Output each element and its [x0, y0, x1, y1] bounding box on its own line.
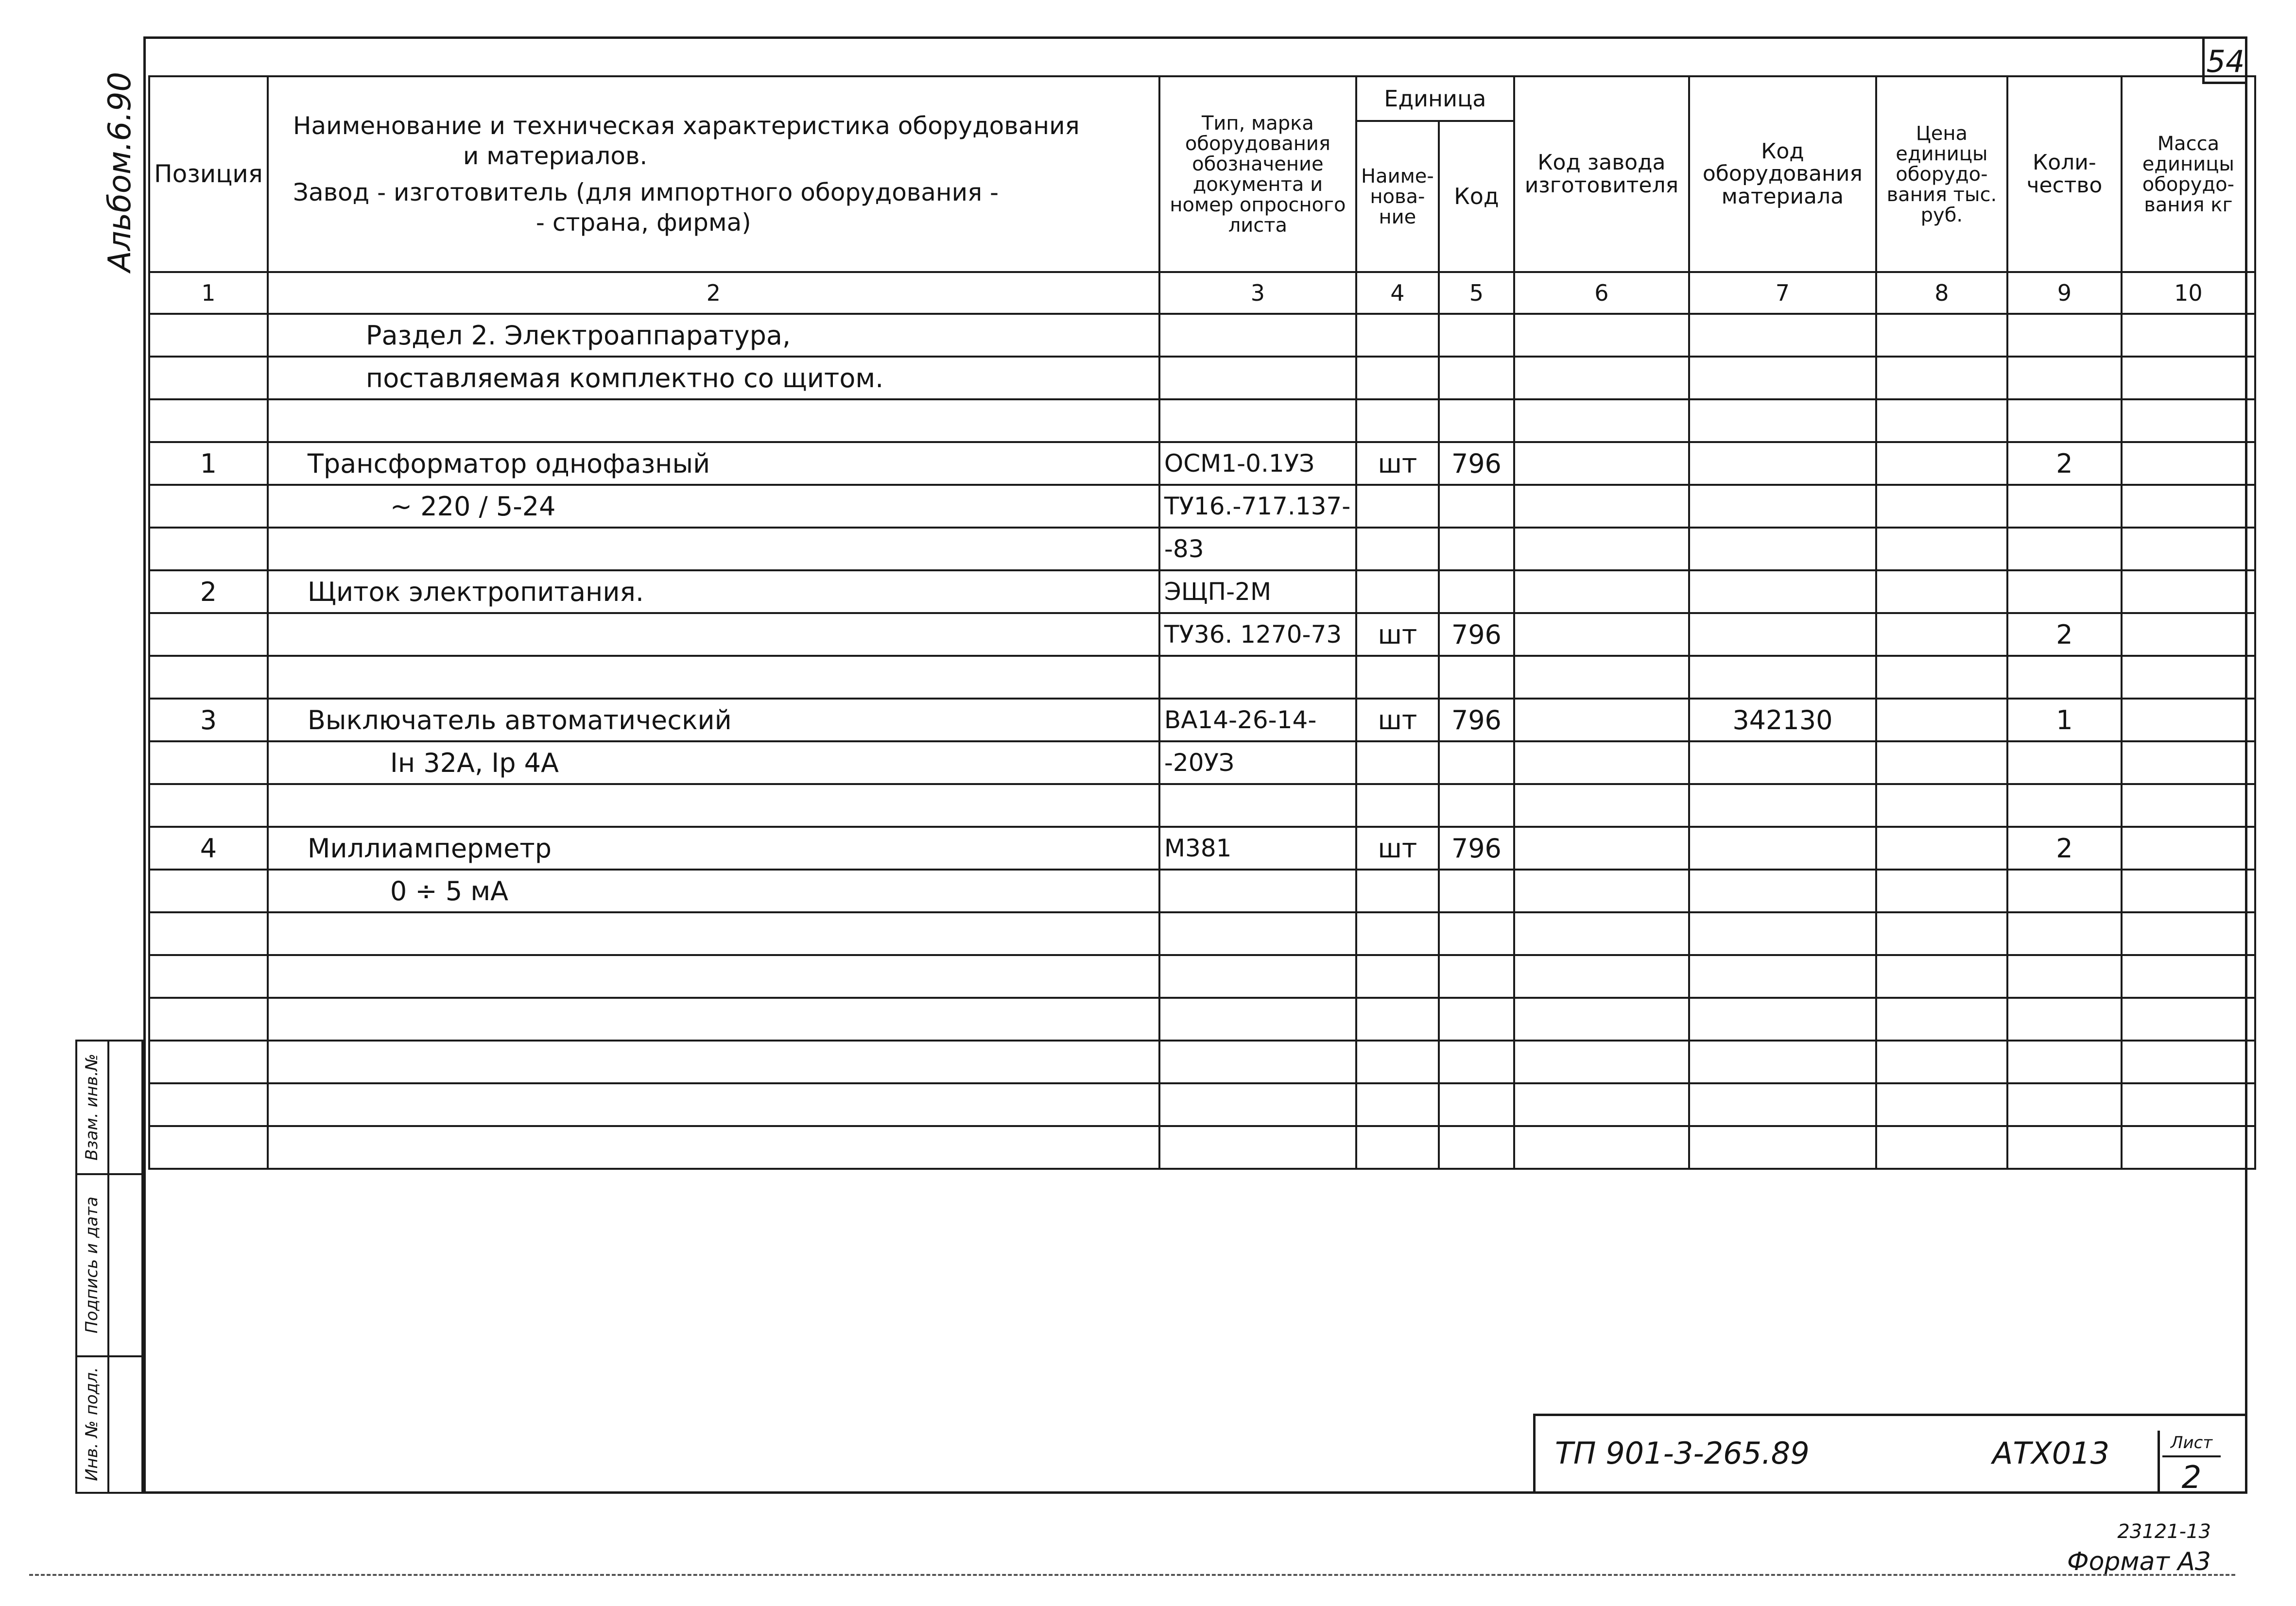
- header-name-line1: Наименование и техническая характеристика оборудования: [293, 111, 1080, 140]
- cell-position: 3: [149, 699, 268, 741]
- cell-unit-code: 796: [1439, 699, 1514, 741]
- cell-unit: [1356, 912, 1439, 955]
- cell-mark: [1159, 357, 1356, 399]
- cell-equip-code: [1689, 314, 1876, 357]
- cell-price: [1876, 1126, 2007, 1169]
- cell-unit-code: [1439, 784, 1514, 827]
- side-label-signature: Подпись и дата: [82, 1196, 102, 1333]
- table-row: [149, 741, 2255, 784]
- sheet-label: Лист: [2162, 1433, 2221, 1457]
- cell-position: [149, 955, 268, 998]
- cell-quantity: [2007, 528, 2122, 570]
- table-body: [149, 314, 2255, 1169]
- cell-price: [1876, 827, 2007, 870]
- cell-unit: [1356, 656, 1439, 699]
- cell-equip-code: [1689, 1083, 1876, 1126]
- cell-mark: -83: [1159, 528, 1356, 570]
- cell-unit-code: [1439, 998, 1514, 1041]
- cell-plant-code: [1514, 955, 1689, 998]
- cell-plant-code: [1514, 314, 1689, 357]
- cell-mass: [2122, 1041, 2255, 1083]
- side-cell-replacement: [77, 1042, 141, 1175]
- cell-mass: [2122, 314, 2255, 357]
- cell-equip-code: [1689, 1041, 1876, 1083]
- cell-unit-code: [1439, 870, 1514, 912]
- header-position: Позиция: [149, 76, 268, 272]
- table-row: [149, 1041, 2255, 1083]
- cell-mass: [2122, 485, 2255, 528]
- cell-mass: [2122, 613, 2255, 656]
- header-name-line3: Завод - изготовитель (для импортного оборудования -: [293, 178, 999, 206]
- header-unit-name: Наиме- нова- ние: [1356, 121, 1439, 272]
- cell-equip-code: [1689, 357, 1876, 399]
- cell-price: [1876, 784, 2007, 827]
- column-number: 7: [1689, 272, 1876, 314]
- cell-unit-code: 796: [1439, 442, 1514, 485]
- cell-mass: [2122, 827, 2255, 870]
- column-number: 4: [1356, 272, 1439, 314]
- cell-mass: [2122, 741, 2255, 784]
- cell-plant-code: [1514, 827, 1689, 870]
- cell-name: [268, 1083, 1159, 1126]
- side-label-replacement: Взам. инв.№: [82, 1053, 102, 1161]
- cell-unit-code: [1439, 741, 1514, 784]
- cell-quantity: [2007, 570, 2122, 613]
- cell-position: [149, 656, 268, 699]
- header-price: Цена единицы оборудо- вания тыс. руб.: [1876, 76, 2007, 272]
- cell-price: [1876, 528, 2007, 570]
- cell-name: Щиток электропитания.: [268, 570, 1159, 613]
- cell-unit-code: [1439, 399, 1514, 442]
- cell-position: [149, 314, 268, 357]
- column-number: 3: [1159, 272, 1356, 314]
- header-name-line2: и материалов.: [463, 142, 648, 170]
- table-row: [149, 656, 2255, 699]
- cell-price: [1876, 442, 2007, 485]
- cell-mark: [1159, 1041, 1356, 1083]
- header-row: [149, 76, 2255, 121]
- cell-quantity: [2007, 955, 2122, 998]
- cell-name: [268, 1126, 1159, 1169]
- table-row: [149, 870, 2255, 912]
- cell-price: [1876, 314, 2007, 357]
- cell-position: 4: [149, 827, 268, 870]
- table-row: [149, 357, 2255, 399]
- side-label-inventory: Инв. № подл.: [82, 1367, 102, 1481]
- cell-unit: [1356, 870, 1439, 912]
- cell-equip-code: [1689, 656, 1876, 699]
- table-row: [149, 955, 2255, 998]
- cell-equip-code: [1689, 827, 1876, 870]
- cell-mark: ОСМ1-0.1УЗ: [1159, 442, 1356, 485]
- cell-price: [1876, 699, 2007, 741]
- document-number: ТП 901-3-265.89: [1555, 1435, 1810, 1471]
- cell-unit: [1356, 399, 1439, 442]
- cell-position: [149, 528, 268, 570]
- cell-name: Трансформатор однофазный: [268, 442, 1159, 485]
- cell-plant-code: [1514, 613, 1689, 656]
- column-number: 9: [2007, 272, 2122, 314]
- cell-price: [1876, 613, 2007, 656]
- cell-plant-code: [1514, 399, 1689, 442]
- cell-equip-code: [1689, 784, 1876, 827]
- cell-plant-code: [1514, 528, 1689, 570]
- cell-mass: [2122, 912, 2255, 955]
- cell-name: Раздел 2. Электроаппаратура,: [268, 314, 1159, 357]
- cell-name: [268, 784, 1159, 827]
- cell-unit: [1356, 314, 1439, 357]
- cell-mark: [1159, 399, 1356, 442]
- cell-quantity: [2007, 998, 2122, 1041]
- header-plant-code: Код завода изготовителя: [1514, 76, 1689, 272]
- album-label: [102, 71, 141, 272]
- cell-plant-code: [1514, 485, 1689, 528]
- cell-name: Миллиамперметр: [268, 827, 1159, 870]
- cell-mark: ВА14-26-14-: [1159, 699, 1356, 741]
- cell-price: [1876, 656, 2007, 699]
- cell-equip-code: [1689, 613, 1876, 656]
- cell-quantity: [2007, 357, 2122, 399]
- column-number: 8: [1876, 272, 2007, 314]
- cell-mark: [1159, 784, 1356, 827]
- cell-mark: [1159, 870, 1356, 912]
- cell-unit-code: 796: [1439, 613, 1514, 656]
- cell-unit-code: [1439, 955, 1514, 998]
- cell-quantity: 1: [2007, 699, 2122, 741]
- column-number-row: [149, 272, 2255, 314]
- table-row: [149, 442, 2255, 485]
- cell-name: 0 ÷ 5 мА: [268, 870, 1159, 912]
- cell-position: [149, 741, 268, 784]
- cell-price: [1876, 912, 2007, 955]
- cell-quantity: [2007, 656, 2122, 699]
- cell-unit: [1356, 570, 1439, 613]
- cell-quantity: [2007, 399, 2122, 442]
- cell-mark: [1159, 656, 1356, 699]
- cell-equip-code: [1689, 399, 1876, 442]
- cell-equip-code: [1689, 998, 1876, 1041]
- cell-unit-code: [1439, 656, 1514, 699]
- cell-unit: [1356, 1041, 1439, 1083]
- cell-unit-code: [1439, 357, 1514, 399]
- cell-plant-code: [1514, 442, 1689, 485]
- cell-name: поставляемая комплектно со щитом.: [268, 357, 1159, 399]
- album-label-text: Альбом.6.90: [102, 71, 138, 272]
- cell-quantity: 2: [2007, 442, 2122, 485]
- cell-price: [1876, 1083, 2007, 1126]
- cell-plant-code: [1514, 357, 1689, 399]
- cell-quantity: [2007, 1126, 2122, 1169]
- cell-equip-code: 342130: [1689, 699, 1876, 741]
- cell-name: [268, 656, 1159, 699]
- cell-price: [1876, 399, 2007, 442]
- table-row: [149, 912, 2255, 955]
- specification-table: [148, 75, 2256, 1170]
- cell-unit-code: [1439, 1041, 1514, 1083]
- cell-quantity: [2007, 741, 2122, 784]
- cell-mark: М381: [1159, 827, 1356, 870]
- cell-position: [149, 399, 268, 442]
- cell-mass: [2122, 442, 2255, 485]
- table-row: [149, 998, 2255, 1041]
- cell-mass: [2122, 357, 2255, 399]
- cell-equip-code: [1689, 912, 1876, 955]
- cell-mark: -20УЗ: [1159, 741, 1356, 784]
- cell-name: [268, 912, 1159, 955]
- cell-unit: шт: [1356, 442, 1439, 485]
- cell-quantity: 2: [2007, 827, 2122, 870]
- cell-equip-code: [1689, 528, 1876, 570]
- column-number: 10: [2122, 272, 2255, 314]
- cell-position: 2: [149, 570, 268, 613]
- header-type: Тип, марка оборудования обозначение документа и номер опросного листа: [1159, 76, 1356, 272]
- cell-price: [1876, 357, 2007, 399]
- cell-price: [1876, 998, 2007, 1041]
- cell-name: [268, 1041, 1159, 1083]
- cell-plant-code: [1514, 1041, 1689, 1083]
- column-number: 1: [149, 272, 268, 314]
- table-row: [149, 528, 2255, 570]
- cell-name: Выключатель автоматический: [268, 699, 1159, 741]
- cell-position: [149, 1041, 268, 1083]
- cell-unit: шт: [1356, 613, 1439, 656]
- cell-name: [268, 955, 1159, 998]
- cell-mass: [2122, 656, 2255, 699]
- cell-price: [1876, 1041, 2007, 1083]
- cell-equip-code: [1689, 870, 1876, 912]
- cell-position: [149, 485, 268, 528]
- table-row: [149, 570, 2255, 613]
- cell-unit: [1356, 357, 1439, 399]
- cell-name: ~ 220 / 5-24: [268, 485, 1159, 528]
- cell-position: 1: [149, 442, 268, 485]
- cell-mark: [1159, 998, 1356, 1041]
- cell-position: [149, 912, 268, 955]
- cell-unit: [1356, 955, 1439, 998]
- cell-quantity: [2007, 485, 2122, 528]
- cell-unit: [1356, 528, 1439, 570]
- cell-unit: [1356, 485, 1439, 528]
- side-cell-inventory: [77, 1357, 141, 1492]
- cell-mark: [1159, 912, 1356, 955]
- cell-plant-code: [1514, 1083, 1689, 1126]
- column-number: 2: [268, 272, 1159, 314]
- cell-plant-code: [1514, 656, 1689, 699]
- cell-unit: [1356, 1126, 1439, 1169]
- side-cell-signature: [77, 1175, 141, 1357]
- cell-equip-code: [1689, 741, 1876, 784]
- cell-quantity: [2007, 784, 2122, 827]
- table-row: [149, 613, 2255, 656]
- cell-mark: [1159, 1126, 1356, 1169]
- cell-unit: [1356, 998, 1439, 1041]
- cell-equip-code: [1689, 570, 1876, 613]
- cell-mass: [2122, 528, 2255, 570]
- table-row: [149, 1083, 2255, 1126]
- cell-equip-code: [1689, 1126, 1876, 1169]
- cell-mark: [1159, 955, 1356, 998]
- cell-plant-code: [1514, 741, 1689, 784]
- cell-name: [268, 998, 1159, 1041]
- cell-unit-code: [1439, 1126, 1514, 1169]
- table-row: [149, 485, 2255, 528]
- column-number: 6: [1514, 272, 1689, 314]
- cell-position: [149, 998, 268, 1041]
- table-row: [149, 827, 2255, 870]
- cell-price: [1876, 955, 2007, 998]
- cell-position: [149, 1083, 268, 1126]
- format-label: Формат А3: [2067, 1547, 2211, 1576]
- header-mass: Масса единицы оборудо- вания кг: [2122, 76, 2255, 272]
- header-name-line4: - страна, фирма): [535, 208, 751, 237]
- sheet-number: 2: [2181, 1460, 2202, 1496]
- cell-price: [1876, 870, 2007, 912]
- cut-line: [29, 1574, 2235, 1576]
- cell-unit: [1356, 741, 1439, 784]
- cell-position: [149, 613, 268, 656]
- cell-mass: [2122, 1126, 2255, 1169]
- cell-position: [149, 784, 268, 827]
- cell-plant-code: [1514, 1126, 1689, 1169]
- header-name: [268, 76, 1159, 272]
- cell-quantity: [2007, 1041, 2122, 1083]
- table-row: [149, 399, 2255, 442]
- cell-unit-code: [1439, 314, 1514, 357]
- header-quantity: Коли- чество: [2007, 76, 2122, 272]
- cell-position: [149, 1126, 268, 1169]
- cell-price: [1876, 741, 2007, 784]
- cell-mass: [2122, 955, 2255, 998]
- cell-name: [268, 528, 1159, 570]
- cell-unit: [1356, 1083, 1439, 1126]
- cell-mass: [2122, 998, 2255, 1041]
- cell-unit-code: [1439, 1083, 1514, 1126]
- cell-plant-code: [1514, 912, 1689, 955]
- cell-plant-code: [1514, 699, 1689, 741]
- header-equip-code: Код оборудования материала: [1689, 76, 1876, 272]
- cell-name: [268, 613, 1159, 656]
- cell-mass: [2122, 699, 2255, 741]
- cell-unit: шт: [1356, 699, 1439, 741]
- cell-unit: [1356, 784, 1439, 827]
- cell-unit: шт: [1356, 827, 1439, 870]
- cell-unit-code: [1439, 570, 1514, 613]
- cell-unit-code: 796: [1439, 827, 1514, 870]
- header-unit-group: Единица: [1356, 76, 1514, 121]
- column-number: 5: [1439, 272, 1514, 314]
- cell-plant-code: [1514, 784, 1689, 827]
- cell-plant-code: [1514, 998, 1689, 1041]
- cell-position: [149, 357, 268, 399]
- table-row: [149, 1126, 2255, 1169]
- cell-name: Iн 32А, Iр 4А: [268, 741, 1159, 784]
- document-code: АТХ013: [1992, 1435, 2110, 1471]
- cell-unit-code: [1439, 912, 1514, 955]
- cell-mark: ЭЩП-2М: [1159, 570, 1356, 613]
- cell-quantity: [2007, 912, 2122, 955]
- header-unit-code: Код: [1439, 121, 1514, 272]
- page-number: 54: [2206, 44, 2245, 79]
- cell-mark: ТУ16.-717.137-: [1159, 485, 1356, 528]
- cell-unit-code: [1439, 528, 1514, 570]
- cell-mark: [1159, 314, 1356, 357]
- cell-mass: [2122, 1083, 2255, 1126]
- cell-mass: [2122, 570, 2255, 613]
- cell-quantity: [2007, 870, 2122, 912]
- cell-equip-code: [1689, 442, 1876, 485]
- cell-plant-code: [1514, 870, 1689, 912]
- table-row: [149, 314, 2255, 357]
- cell-mass: [2122, 784, 2255, 827]
- cell-mass: [2122, 399, 2255, 442]
- inventory-code: 23121-13: [2117, 1521, 2211, 1543]
- table-row: [149, 784, 2255, 827]
- cell-name: [268, 399, 1159, 442]
- side-stamp: [75, 1040, 143, 1494]
- cell-plant-code: [1514, 570, 1689, 613]
- cell-price: [1876, 570, 2007, 613]
- cell-quantity: 2: [2007, 613, 2122, 656]
- table-row: [149, 699, 2255, 741]
- cell-quantity: [2007, 1083, 2122, 1126]
- cell-mark: ТУ36. 1270-73: [1159, 613, 1356, 656]
- cell-unit-code: [1439, 485, 1514, 528]
- cell-mark: [1159, 1083, 1356, 1126]
- cell-equip-code: [1689, 955, 1876, 998]
- cell-position: [149, 870, 268, 912]
- cell-mass: [2122, 870, 2255, 912]
- cell-quantity: [2007, 314, 2122, 357]
- cell-equip-code: [1689, 485, 1876, 528]
- cell-price: [1876, 485, 2007, 528]
